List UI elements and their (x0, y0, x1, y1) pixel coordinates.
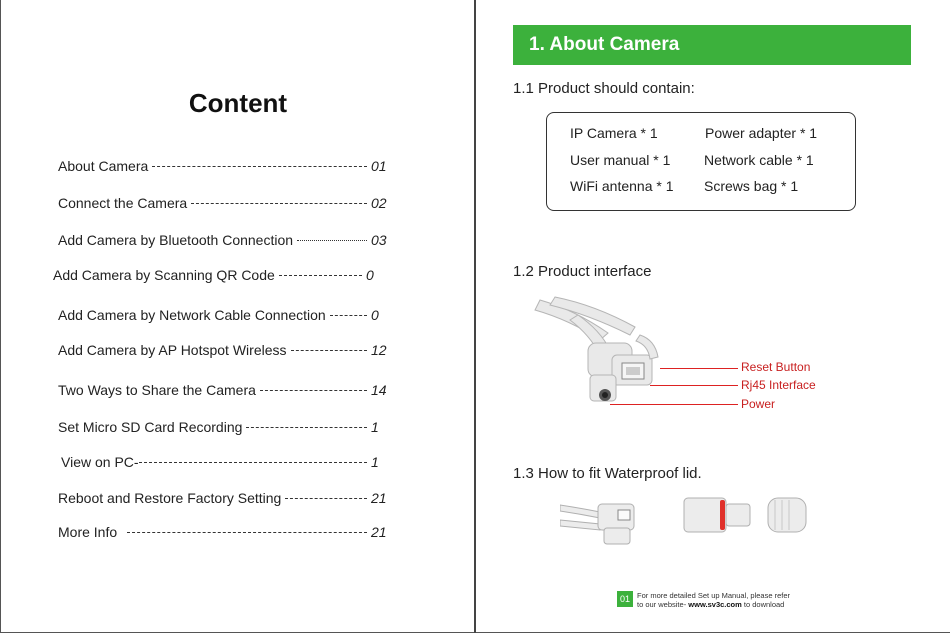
toc-entry[interactable] (58, 419, 393, 435)
section-title: 1. About Camera (529, 34, 680, 55)
toc-leader (279, 275, 362, 276)
toc-leader (127, 532, 367, 533)
footer-line-2 (637, 600, 784, 609)
toc-entry-page: 1 (371, 419, 379, 435)
toc-entry[interactable] (58, 490, 393, 506)
toc-entry-page: 14 (371, 382, 387, 398)
contents-item: WiFi antenna * 1 (570, 178, 674, 194)
toc-entry-label: Set Micro SD Card Recording (58, 419, 243, 435)
toc-entry[interactable] (61, 454, 393, 470)
toc-entry-label: Add Camera by Scanning QR Code (53, 267, 275, 283)
toc-entry-label: Add Camera by Network Cable Connection (58, 307, 326, 323)
toc-entry-label: Add Camera by AP Hotspot Wireless (58, 342, 287, 358)
product-contents-box (546, 112, 856, 211)
toc-entry[interactable] (53, 267, 388, 283)
waterproof-heading: 1.3 How to fit Waterproof lid. (513, 465, 702, 482)
toc-entry-label: More Info (58, 524, 118, 540)
toc-leader (139, 462, 367, 463)
toc-leader (246, 427, 367, 428)
toc-entry[interactable] (58, 382, 393, 398)
toc-title: Content (188, 88, 288, 118)
camera-cable-illustration (530, 295, 740, 415)
toc-entry-label: Two Ways to Share the Camera (58, 382, 256, 398)
toc-entry-page: 12 (371, 342, 387, 358)
toc-entry[interactable] (58, 232, 393, 248)
toc-leader (297, 240, 367, 241)
toc-leader (260, 390, 367, 391)
product-interface-heading: 1.2 Product interface (513, 263, 652, 280)
toc-entry-page: 03 (371, 232, 387, 248)
contents-item: User manual * 1 (570, 152, 671, 168)
left-page (0, 0, 474, 633)
section-header-bar (513, 25, 911, 65)
toc-entry-page: 0 (366, 267, 374, 283)
website-link[interactable]: www.sv3c.com (688, 600, 742, 609)
toc-entry-page: 02 (371, 195, 387, 211)
waterproof-lid-illustration (560, 490, 810, 548)
toc-leader (191, 203, 367, 204)
footer-suffix: to download (743, 600, 785, 609)
toc-entry-page: 21 (371, 490, 387, 506)
toc-leader (291, 350, 367, 351)
callout-reset-button: Reset Button (741, 360, 811, 374)
toc-entry[interactable] (58, 158, 393, 174)
toc-entry-label: About Camera (58, 158, 149, 174)
toc-leader (285, 498, 367, 499)
toc-entry[interactable] (58, 524, 393, 540)
toc-entry-label: Connect the Camera (58, 195, 188, 211)
contents-item: Screws bag * 1 (704, 178, 799, 194)
product-contents-heading: 1.1 Product should contain: (513, 80, 695, 97)
toc-entry-page: 1 (371, 454, 379, 470)
toc-entry-label: Add Camera by Bluetooth Connection (58, 232, 294, 248)
toc-entry-label: Reboot and Restore Factory Setting (58, 490, 282, 506)
toc-entry[interactable] (58, 342, 393, 358)
callout-line (650, 385, 738, 386)
toc-entry-page: 01 (371, 158, 387, 174)
footer-line-1: For more detailed Set up Manual, please refer (637, 591, 790, 600)
contents-item: Network cable * 1 (704, 152, 814, 168)
page-number-badge: 01 (617, 591, 633, 607)
callout-rj45-interface: Rj45 Interface (741, 378, 816, 392)
callout-line (660, 368, 738, 369)
contents-item: IP Camera * 1 (570, 125, 658, 141)
toc-entry[interactable] (58, 307, 393, 323)
toc-leader (152, 166, 367, 167)
toc-entry-page: 21 (371, 524, 387, 540)
contents-item: Power adapter * 1 (705, 125, 818, 141)
toc-leader (330, 315, 367, 316)
callout-line (610, 404, 738, 405)
toc-entry[interactable] (58, 195, 393, 211)
callout-power: Power (741, 397, 776, 411)
footer-prefix: to our website- (637, 600, 687, 609)
toc-entry-label: View on PC- (61, 454, 139, 470)
toc-entry-page: 0 (371, 307, 379, 323)
